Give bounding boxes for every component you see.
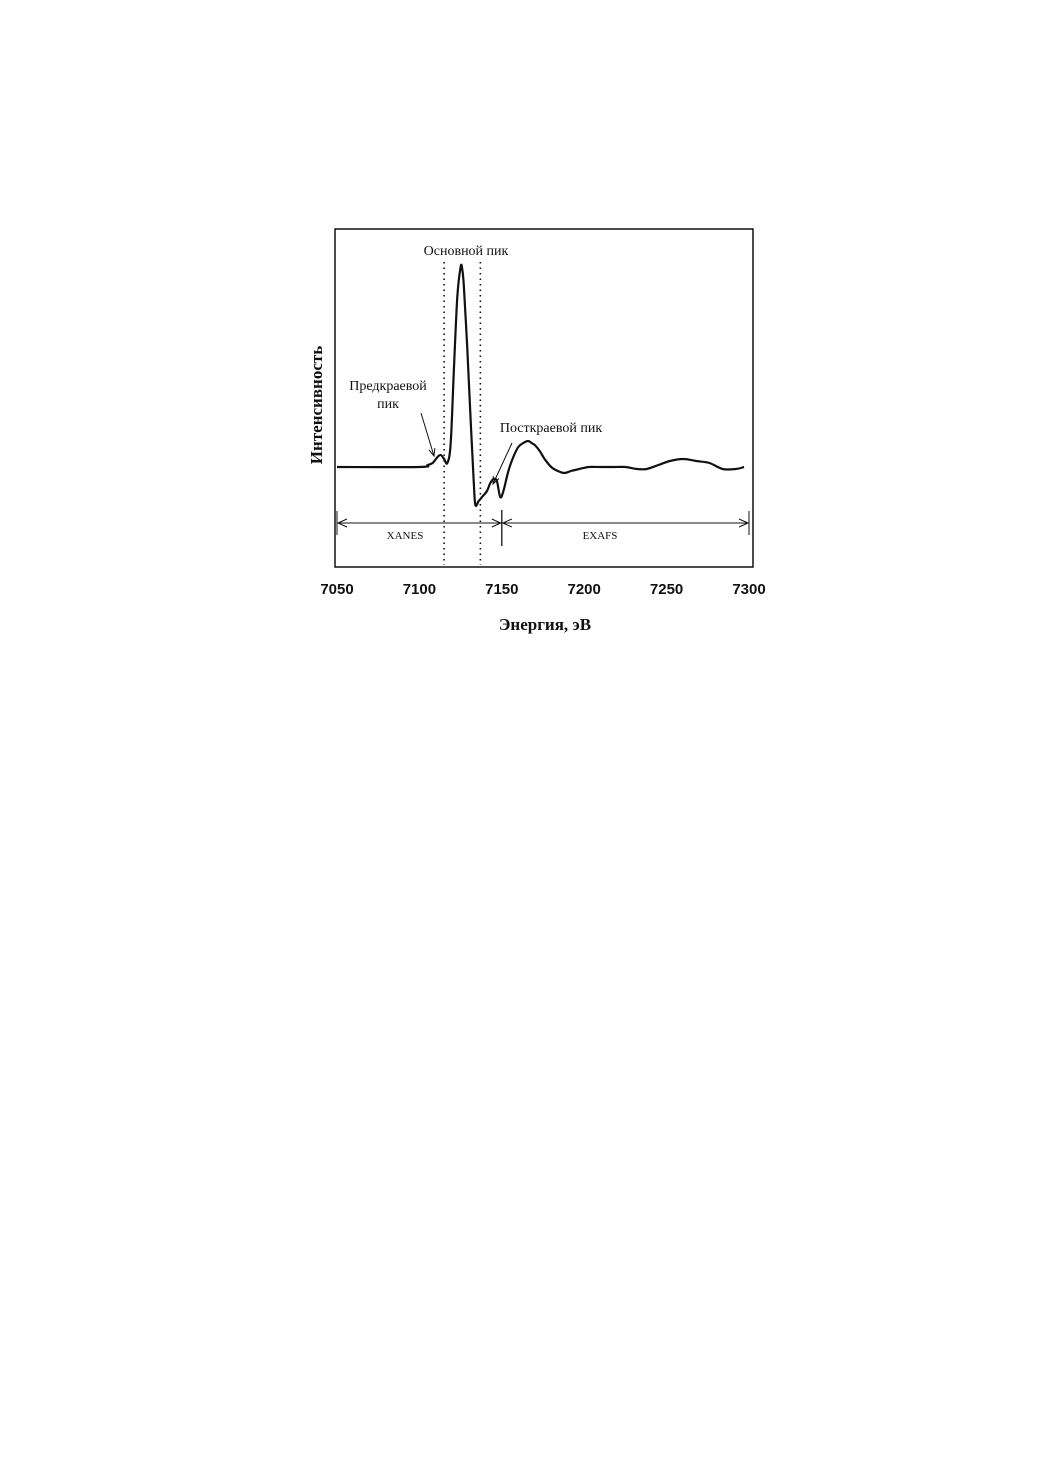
x-tick-label-7200: 7200 xyxy=(567,581,601,598)
x-tick-label-7100: 7100 xyxy=(402,581,437,598)
y-axis-title: Интенсивность xyxy=(307,345,326,465)
x-tick-label-7250: 7250 xyxy=(649,581,684,598)
arrow-post-edge-shaft xyxy=(493,443,512,484)
x-tick-label-7050: 7050 xyxy=(320,581,354,598)
annotation-post-edge: Посткраевой пик xyxy=(499,421,603,436)
annotation-pre-edge-line1: Предкраевой xyxy=(349,379,427,394)
x-tick-label-7150: 7150 xyxy=(485,581,519,598)
region-label-exafs: EXAFS xyxy=(582,530,618,542)
x-tick-label-7300: 7300 xyxy=(732,581,766,598)
region-label-xanes: XANES xyxy=(386,530,424,542)
x-tick-labels xyxy=(320,581,765,598)
annotation-main-peak: Основной пик xyxy=(423,244,509,259)
annotation-arrows xyxy=(421,413,512,484)
vertical-dotted-lines xyxy=(444,262,480,565)
x-axis-title: Энергия, эВ xyxy=(498,615,592,634)
arrow-pre-edge-shaft xyxy=(421,413,434,456)
annotation-pre-edge-line2: пик xyxy=(377,397,399,412)
